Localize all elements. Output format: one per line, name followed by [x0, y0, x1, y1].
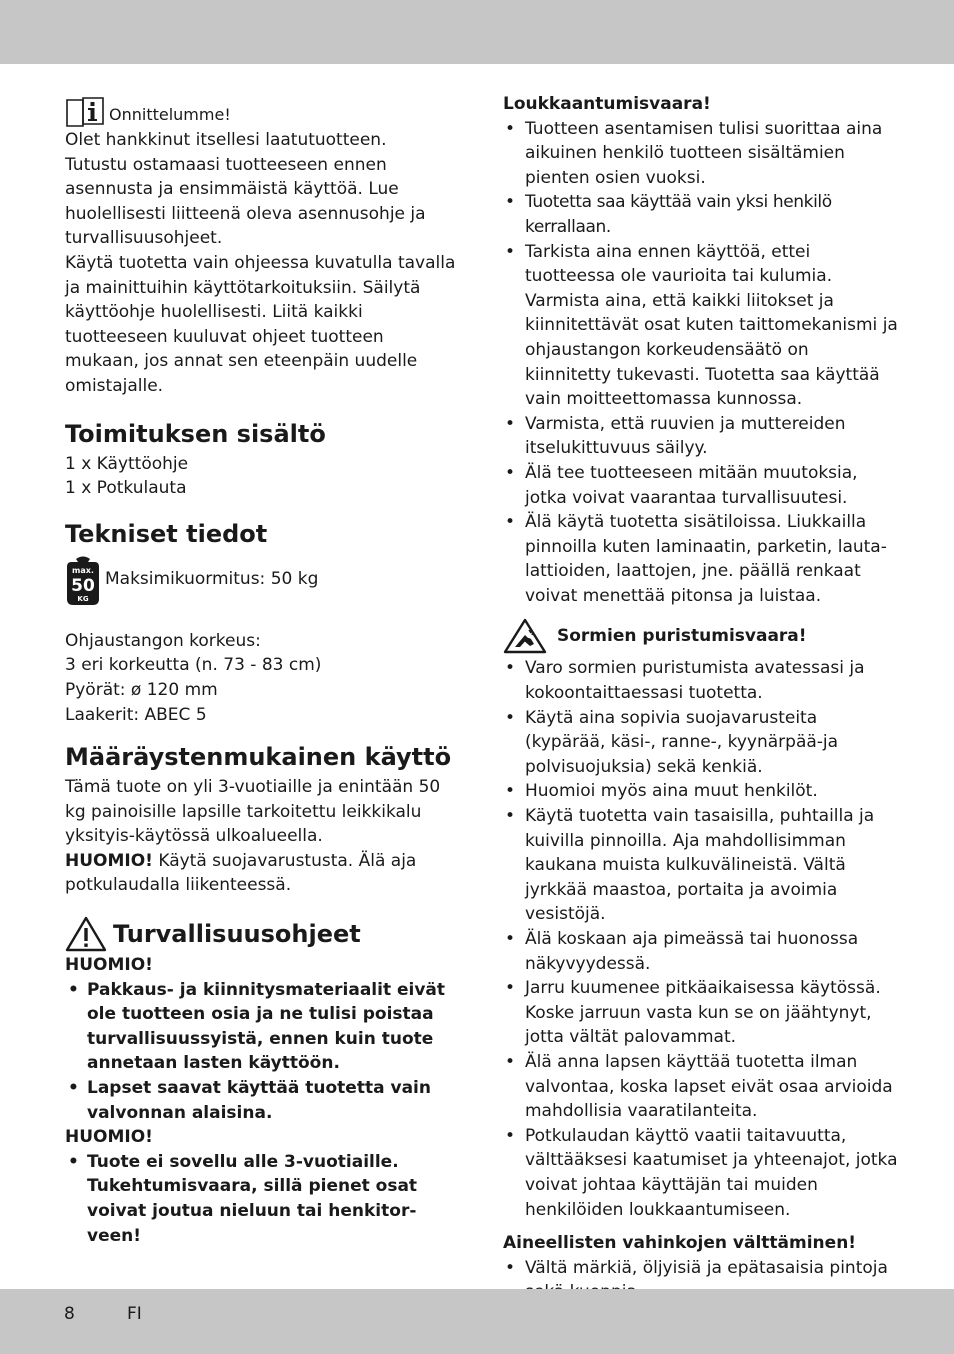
info-manual-icon	[65, 96, 105, 128]
damage-heading: Aineellisten vahinkojen välttäminen!	[503, 1233, 857, 1254]
header-band	[0, 0, 954, 64]
intro-paragraph-3: Käytä tuotetta vain ohjeessa kuvatulla tavalla ja mainittuihin käyttötarkoituksiin. Säilytä käyttöohje huolellisesti. Liitä kaikki tuotteeseen kuuluvat ohjeet tuotteen mukaan, jos annat sen eteenpäin uudelle omistajalle.	[65, 252, 456, 396]
intended-use-note	[65, 849, 460, 898]
note-bold: HUOMIO!	[65, 850, 153, 871]
max-weight-icon	[65, 553, 101, 607]
tech-line: 3 eri korkeutta (n. 73 - 83 cm)	[65, 655, 322, 676]
list-item: • Varo sormien puristumista avatessasi ja kokoontaittaessasi tuotetta.	[503, 656, 898, 705]
intro-paragraph-1: Olet hankkinut itsellesi laatutuotteen.	[65, 130, 387, 150]
list-item: • Jarru kuumenee pitkäaikaisessa käytössä. Koske jarruun vasta kun se on jäähtynyt, jotta vältät palovammat.	[503, 976, 898, 1050]
safety-heading	[65, 916, 460, 952]
list-item: • Huomioi myös aina muut henkilöt.	[503, 779, 898, 804]
safety-list-2	[65, 1150, 460, 1248]
list-item: • Älä käytä tuotetta sisätiloissa. Liukkailla pinnoilla kuten laminaatin, parketin, lauta-lattioiden, laattojen, jne. päällä renkaat voivat menettää pitonsa ja luistaa.	[503, 510, 898, 608]
list-item: • Vältä märkiä, öljyisiä ja epätasaisia pintoja	[503, 1256, 898, 1305]
list-item: • Älä anna lapsen käyttää tuotetta ilman valvontaa, koska lapset eivät osaa arvioida mahdollisia vaaratilanteita.	[503, 1050, 898, 1124]
fingers-heading	[503, 618, 898, 654]
contents-heading: Toimituksen sisältö	[65, 419, 326, 448]
huomio-label: HUOMIO!	[65, 955, 153, 976]
injury-heading: Loukkaantumisvaara!	[503, 94, 711, 114]
tech-line: Ohjaustangon korkeus:	[65, 630, 261, 651]
footer-band	[0, 1289, 954, 1354]
badge-value: 50	[71, 575, 95, 596]
warning-triangle-icon	[65, 916, 107, 952]
intended-use-text: Tämä tuote on yli 3-vuotiaille ja enintään 50 kg painoisille lapsille tarkoitettu leikkikalu yksityis-käytössä ulkoalueella.	[65, 777, 441, 847]
list-item: • Tuotetta saa käyttää vain yksi henkilö kerrallaan.	[503, 190, 898, 239]
language-code: FI	[127, 1304, 142, 1324]
finger-pinch-warning-icon	[503, 618, 547, 654]
injury-list	[503, 117, 898, 609]
intended-use-heading: Määräystenmukainen käyttö	[65, 743, 452, 772]
maxload-row	[65, 553, 460, 607]
page-number: 8	[64, 1304, 75, 1324]
list-item: • Tuotteen asentamisen tulisi suorittaa aina aikuinen henkilö tuotteen sisältämien pienten osien vuoksi.	[503, 117, 898, 191]
list-item: • Tarkista aina ennen käyttöä, ettei tuotteessa ole vaurioita tai kulumia. Varmista aina, että kaikki liitokset ja kiinnitettävät osat kuten taittomekanismi ja ohjaustangon korkeudensäätö on kiinnitetty tukevasti. Tuotetta saa käyttää vain moitteettomassa kunnossa.	[503, 240, 898, 412]
contents-item: 1 x Käyttöohje	[65, 453, 189, 474]
badge-max-label: max.	[72, 565, 94, 575]
badge-unit: KG	[77, 594, 89, 603]
list-item: • Käytä aina sopivia suojavarusteita (kypärää, käsi-, ranne-, kyynärpää-ja polvisuojuksia) sekä kenkiä.	[503, 706, 898, 780]
list-item: • Pakkaus- ja kiinnitysmateriaalit eivät ole tuotteen osia ja ne tulisi poistaa turvallisuussyistä, ennen kuin tuote annetaan lasten käyttöön.	[65, 978, 460, 1076]
huomio-label: HUOMIO!	[65, 1127, 153, 1148]
left-column	[65, 96, 460, 1248]
note-text: Käytä suojavarustusta. Älä aja potkulaudalla liikenteessä.	[65, 850, 417, 896]
contents-item: 1 x Potkulauta	[65, 478, 187, 499]
intro-paragraph-2: Tutustu ostamaasi tuotteeseen ennen asennusta ja ensimmäistä käyttöä. Lue huolellisesti liitteenä oleva asennusohje ja turvallisuusohjeet.	[65, 154, 426, 249]
tech-line: Laakerit: ABEC 5	[65, 704, 207, 725]
list-item: • Potkulaudan käyttö vaatii taitavuutta, välttääksesi kaatumiset ja yhteenajot, jotka voivat johtaa käyttäjän tai muiden henkilöiden loukkaantumiseen.	[503, 1124, 898, 1222]
fingers-heading-text: Sormien puristumisvaara!	[557, 626, 807, 647]
list-item: • Älä tee tuotteeseen mitään muutoksia, jotka voivat vaarantaa turvallisuutesi.	[503, 461, 898, 510]
maxload-text: Maksimikuormitus: 50 kg	[105, 569, 319, 590]
safety-heading-text: Turvallisuusohjeet	[113, 920, 361, 949]
list-item: • Lapset saavat käyttää tuotetta vain valvonnan alaisina.	[65, 1076, 460, 1125]
tech-line: Pyörät: ø 120 mm	[65, 679, 218, 700]
tech-heading: Tekniset tiedot	[65, 519, 268, 548]
safety-list-1	[65, 978, 460, 1126]
list-item: • Tuote ei sovellu alle 3-vuotiaille. Tukehtumisvaara, sillä pienet osat voivat joutua nieluun tai henkitor-veen!	[65, 1150, 460, 1248]
congrats-line	[65, 96, 460, 128]
list-item: • Varmista, että ruuvien ja muttereiden itselukittuvuus säilyy.	[503, 412, 898, 461]
list-item: • Käytä tuotetta vain tasaisilla, puhtailla ja kuivilla pinnoilla. Aja mahdollisimman kaukana muista kulkuvälineistä. Vältä jyrkkää maastoa, portaita ja avoimia vesistöjä.	[503, 804, 898, 927]
fingers-list	[503, 656, 898, 1222]
congrats-text: Onnittelumme!	[109, 105, 231, 125]
right-column	[503, 92, 898, 1305]
list-item: • Älä koskaan aja pimeässä tai huonossa näkyvyydessä.	[503, 927, 898, 976]
